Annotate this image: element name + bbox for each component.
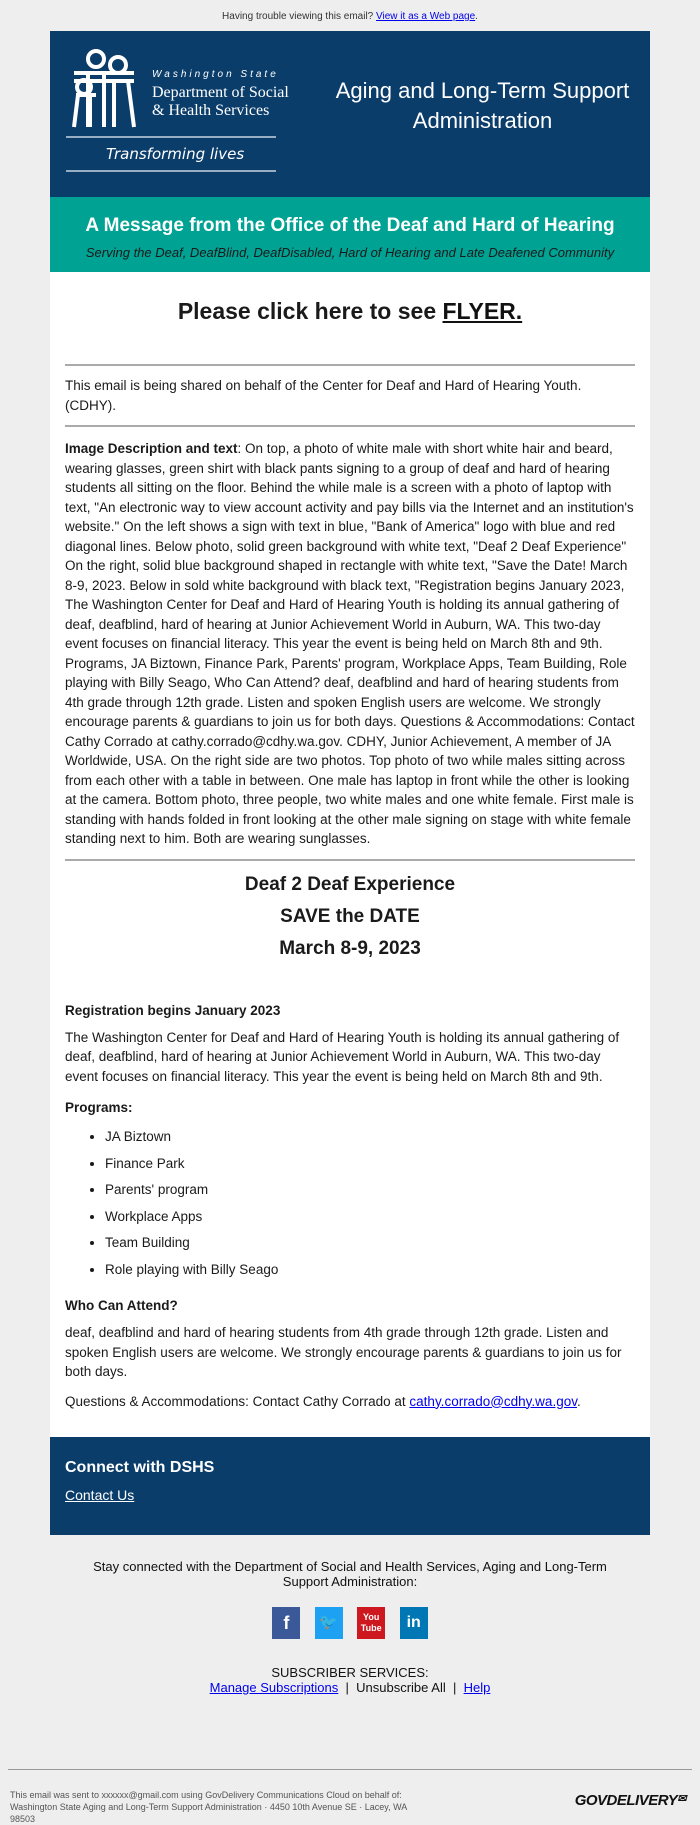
questions-text [65,1392,635,1412]
list-item: • Team Building [105,1235,635,1262]
contact-email-link[interactable]: cathy.corrado@cdhy.wa.gov [409,1393,577,1409]
linkedin-icon[interactable]: in [400,1607,428,1639]
subscriber-services [50,1665,650,1695]
manage-subscriptions-link[interactable]: Manage Subscriptions [209,1680,339,1695]
save-the-date-block [65,861,635,991]
help-link[interactable]: Help [463,1680,491,1695]
legal-footer [8,1769,692,1824]
list-item: • Role playing with Billy Seago [105,1262,635,1289]
image-description [65,427,635,859]
event-date: March 8-9, 2023 [279,937,421,959]
questions-suffix: . [576,1393,581,1409]
flyer-prefix: Please click here to see [177,298,443,324]
header-banner [50,31,650,197]
footer-text: This email was sent to xxxxxx@gmail.com using GovDelivery Communications Cloud on behalf of: Washington State Aging and Long-Term Support Administration · 4450 10th Avenue SE · Lacey, WA 98503 [10,1790,407,1824]
connect-section [50,1437,650,1535]
facebook-icon[interactable]: f [272,1607,300,1639]
list-item: • Parents' program [105,1182,635,1209]
separator: | [345,1680,349,1695]
list-item: • JA Biztown [105,1129,635,1156]
image-description-text: : On top, a photo of white male with short white hair and beard, wearing glasses, green shirt with black pants signing to a group of deaf and hard of hearing students all sitting on the floor. Behind the while male is a screen with a photo of laptop with text, "An electronic way to view account activity and pay bills via the Internet and an institution's website." On the left shows a sign with text in blue, "Bank of America" logo with blue and red diagonal lines. Below photo, solid green background with white text, "Deaf 2 Deaf Experience" On the right, solid blue background shaped in rectangle with white text, "Save the Date! March 8-9, 2023. Below in sold white background with black text, "Registration begins January 2023, The Washington Center for Deaf and Hard of Hearing Youth is holding its annual gathering of deaf, deafblind, hard of hearing at Junior Achievement World in Auburn, WA. This two-day event focuses on financial literacy. This year the event is being held on March 8th and 9th. Programs, JA Biztown, Finance Park, Parents' program, Workplace Apps, Team Building, Role playing with Billy Seago, Who Can Attend? deaf, deafblind and hard of hearing students from 4th grade through 12th grade. Listen and spoken English users are welcome. We strongly encourage parents & guardians to join us for both days. Questions & Accommodations: Contact Cathy Corrado at cathy.corrado@cdhy.wa.gov. CDHY, Junior Achievement, A member of JA Worldwide, USA. On the right side are two photos. Top photo of two while males sitting across from each other with a table in between. One male has laptop in front while the other is looking at the camera. Bottom photo, three people, two white males and one white female. First male is standing with hands folded in front looking at the other male signing on stage with white female standing next to him. Both are wearing sunglasses. [65,441,635,846]
svg-text:& Health Services: & Health Services [152,102,270,119]
office-header [50,197,650,272]
shared-note: This email is being shared on behalf of the Center for Deaf and Hard of Hearing Youth. (CDHY). [65,378,582,413]
stay-connected-text: Stay connected with the Department of Social and Health Services, Aging and Long-Term Support Administration: [93,1559,607,1589]
event-title: Deaf 2 Deaf Experience [244,873,456,895]
connect-title: Connect with DSHS [65,1459,215,1476]
contact-us-link[interactable]: Contact Us [65,1487,135,1503]
dshs-people-icon [66,45,312,185]
save-the-date: SAVE the DATE [280,905,420,927]
view-web-page-link[interactable]: View it as a Web page [376,11,476,22]
attend-heading: Who Can Attend? [65,1298,178,1313]
list-item: • Workplace Apps [105,1209,635,1236]
registration-text: The Washington Center for Deaf and Hard of Hearing Youth is holding its annual gathering of deaf, deafblind, hard of hearing at Junior Achievement World in Auburn, WA. This two-day event focuses on financial literacy. This year the event is being held on March 8th and 9th. [65,1029,620,1084]
email-body [50,31,650,1535]
admin-title: Aging and Long-Term Support Administration [335,78,630,133]
flyer-heading [65,272,635,364]
footer-section [50,1535,650,1695]
social-links [50,1607,650,1643]
questions-prefix: Questions & Accommodations: Contact Cathy Corrado at [65,1393,410,1409]
image-description-label: Image Description and text [65,441,238,456]
office-subtitle: Serving the Deaf, DeafBlind, DeafDisabled, Hard of Hearing and Late Deafened Community [85,245,615,260]
programs-list [105,1129,635,1288]
svg-text:Washington State: Washington State [152,69,279,80]
unsubscribe-all-link[interactable]: Unsubscribe All [356,1680,446,1695]
twitter-icon[interactable]: 🐦 [315,1607,343,1639]
svg-text:Transforming lives: Transforming lives [106,145,245,163]
preheader [0,0,700,31]
registration-heading: Registration begins January 2023 [65,1002,281,1018]
youtube-icon[interactable]: You Tube [357,1607,385,1639]
main-content [50,272,650,1411]
preheader-suffix: . [475,11,478,22]
separator: | [452,1680,457,1695]
envelope-icon: ✉ [677,1793,686,1805]
programs-heading: Programs: [65,1100,133,1115]
govdelivery-logo [575,1792,686,1809]
office-title: A Message from the Office of the Deaf and Hard of Hearing [85,215,615,236]
preheader-text: Having trouble viewing this email? [222,11,377,22]
flyer-link[interactable]: FLYER. [442,298,523,324]
govdelivery-brand: GOVDELIVERY [574,1792,678,1809]
list-item: • Finance Park [105,1156,635,1183]
dshs-logo [66,45,312,185]
attend-text: deaf, deafblind and hard of hearing students from 4th grade through 12th grade. Listen and spoken English users are welcome. We strongly encourage parents & guardians to join us for both days. [65,1325,622,1379]
subscriber-heading: SUBSCRIBER SERVICES: [271,1665,429,1680]
svg-text:Department of Social: Department of Social [152,84,289,101]
